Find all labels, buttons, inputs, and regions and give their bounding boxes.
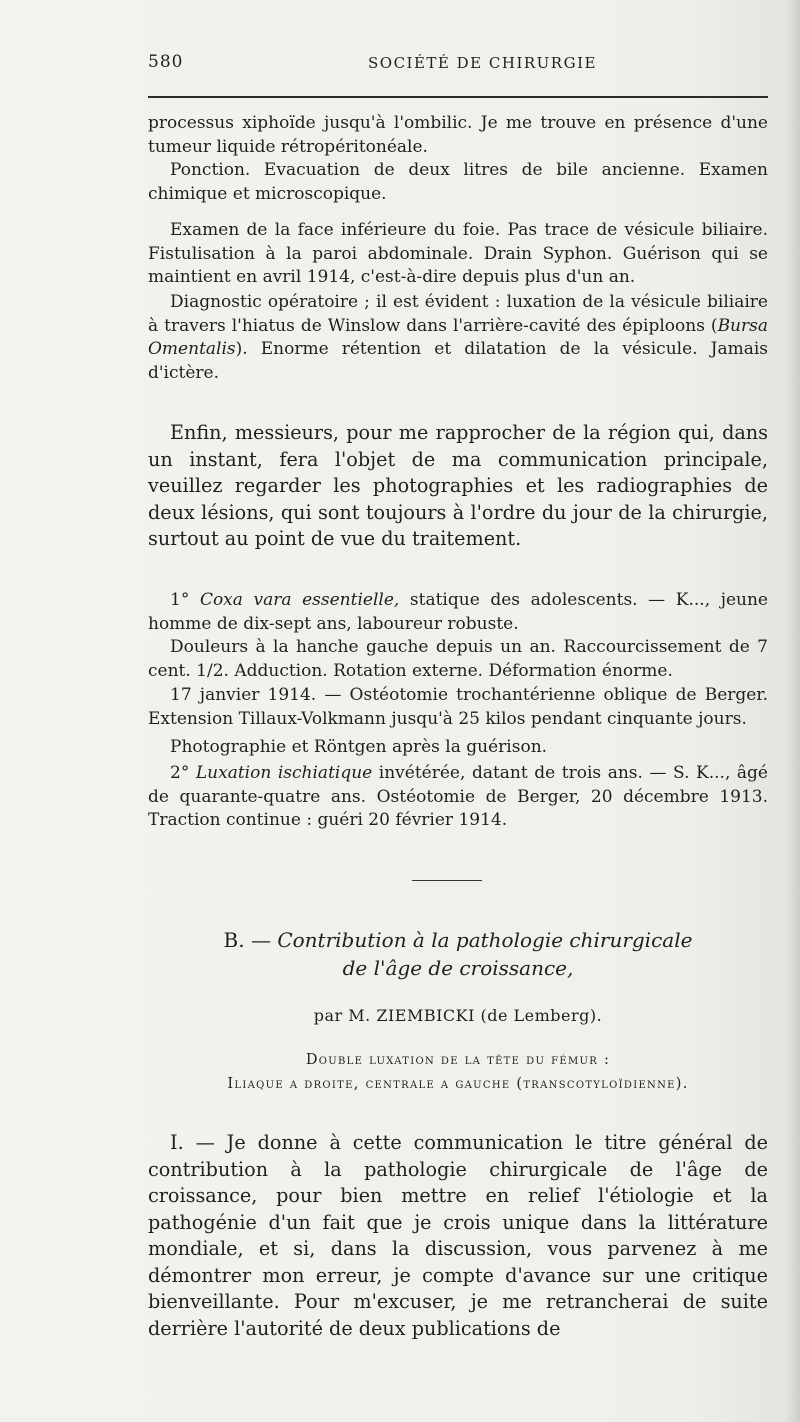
diagnosis-italic: Bursa Omentalis [148, 315, 768, 360]
case-paragraph-2: Ponction. Evacuation de deux litres de bile ancienne. Examen chimique et microscopique. [148, 160, 768, 204]
case-paragraph-4 [148, 291, 768, 385]
case-2-number: 2° [170, 763, 190, 783]
title-text-1: Contribution à la pathologie chirurgicale [277, 928, 693, 952]
case-1-title: Coxa vara essentielle, [199, 590, 400, 610]
header-rule [148, 96, 768, 98]
case-1-operation: 17 janvier 1914. — Ostéotomie trochantérienne oblique de Berger. Extension Tillaux-Volkmann jusqu'à 25 kilos pendant cinquante jours. [148, 685, 768, 729]
running-head: SOCIÉTÉ DE CHIRURGIE [368, 54, 597, 72]
case-paragraph-1: processus xiphoïde jusqu'à l'ombilic. Je me trouve en présence d'une tumeur liquide rétropéritonéale. [148, 113, 768, 157]
case-1-text: statique des adolescents. — K..., jeune homme de dix-sept ans, laboureur robuste. [148, 590, 768, 634]
case-2-text: invétérée, datant de trois ans. — S. K..., âgé de quarante-quatre ans. Ostéotomie de Berger, 20 décembre 1913. Traction continue : guéri 20 février 1914. [148, 763, 768, 831]
case-1-symptoms: Douleurs à la hanche gauche depuis un an. Raccourcissement de 7 cent. 1/2. Adduction. Rotation externe. Déformation énorme. [148, 637, 768, 681]
article-subtitle-line-1: Double luxation de la tête du fémur : [305, 1052, 611, 1068]
case-1-number: 1° [170, 590, 190, 610]
article-author: par M. ZIEMBICKI (de Lemberg). [313, 1006, 603, 1025]
page-number: 580 [148, 52, 184, 72]
case-2-title: Luxation ischiatique [195, 763, 373, 783]
page-header [148, 52, 768, 76]
body-paragraph: I. — Je donne à cette communication le titre général de contribution à la pathologie chirurgicale de l'âge de croissance, pour bien mettre en relief l'étiologie et la pathogénie d'un fait que je crois unique dans la littérature mondiale, et si, dans la discussion, vous parvenez à me démontrer mon erreur, je compte d'avance sur une critique bienveillante. Pour m'excuser, je me retrancherai de suite derrière l'autorité de deux publications de [148, 1131, 768, 1340]
case-2-paragraph [148, 762, 768, 833]
case-paragraph-3: Examen de la face inférieure du foie. Pas trace de vésicule biliaire. Fistulisation à la paroi abdominale. Drain Syphon. Guérison qui se maintient en avril 1914, c'est-à-dire depuis plus d'un an. [148, 220, 768, 288]
section-letter: B. — [223, 928, 278, 952]
diagnosis-text-a: Diagnostic opératoire ; il est évident : luxation de la vésicule biliaire à travers l'hiatus de Winslow dans l'arrière-cavité des épiploons ( [148, 292, 768, 336]
article-title-line-1 [148, 928, 768, 952]
case-1-photo-note: Photographie et Röntgen après la guérison. [170, 737, 548, 757]
diagnosis-text-b: ). Enorme rétention et dilatation de la vésicule. Jamais d'ictère. [148, 339, 768, 383]
article-subtitle-line-2: Iliaque a droite, centrale a gauche (transcotyloïdienne). [227, 1076, 689, 1092]
page-edge-shadow [786, 0, 800, 1422]
intro-paragraph: Enfin, messieurs, pour me rapprocher de la région qui, dans un instant, fera l'objet de ma communication principale, veuillez regarder les photographies et les radiographies de deux lésions, qui sont toujours à l'ordre du jour de la chirurgie, surtout au point de vue du traitement. [148, 421, 768, 550]
case-1-paragraph [148, 589, 768, 636]
article-title-line-2: de l'âge de croissance, [342, 956, 574, 980]
section-separator [412, 880, 482, 881]
